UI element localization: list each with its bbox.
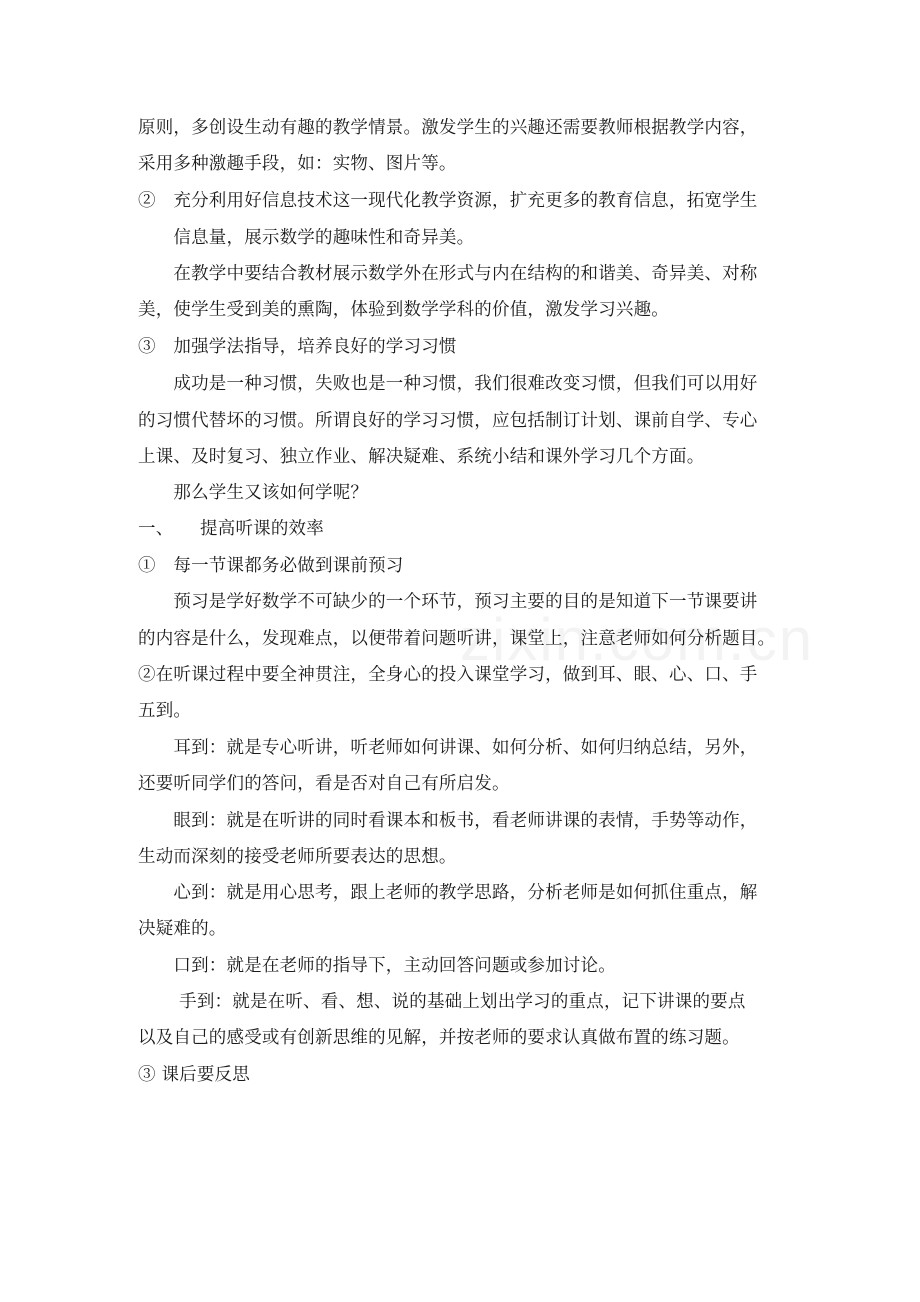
text-line: ② 充分利用好信息技术这一现代化教学资源，扩充更多的教育信息，拓宽学生 xyxy=(138,191,758,211)
text-line: 手到：就是在听、看、想、说的基础上划出学习的重点，记下讲课的要点 xyxy=(138,992,746,1012)
text-line: ③ 课后要反思 xyxy=(138,1065,250,1085)
text-line: 成功是一种习惯，失败也是一种习惯，我们很难改变习惯，但我们可以用好 xyxy=(138,374,758,394)
text-line: 的习惯代替坏的习惯。所谓良好的学习习惯，应包括制订计划、课前自学、专心 xyxy=(138,411,758,431)
text-line: 一、 提高听课的效率 xyxy=(138,519,324,539)
watermark xyxy=(460,605,814,674)
text-line: 信息量，展示数学的趣味性和奇异美。 xyxy=(138,228,475,248)
text-line: ②在听课过程中要全神贯注，全身心的投入课堂学习，做到耳、眼、心、口、手 xyxy=(138,665,758,685)
text-line: 眼到：就是在听讲的同时看课本和板书，看老师讲课的表情，手势等动作， xyxy=(138,811,758,831)
text-line: 的内容是什么，发现难点，以便带着问题听讲，课堂上，注意老师如何分析题目。 xyxy=(138,629,776,649)
text-line: 耳到：就是专心听讲，听老师如何讲课、如何分析、如何归纳总结，另外， xyxy=(138,738,758,758)
text-line: 口到：就是在老师的指导下，主动回答问题或参加讨论。 xyxy=(138,956,616,976)
text-line: 还要听同学们的答问，看是否对自己有所启发。 xyxy=(138,774,510,794)
text-line: 决疑难的。 xyxy=(138,919,227,939)
text-line: 上课、及时复习、独立作业、解决疑难、系统小结和课外学习几个方面。 xyxy=(138,447,705,467)
text-line: 心到：就是用心思考，跟上老师的教学思路，分析老师是如何抓住重点，解 xyxy=(138,883,758,903)
text-line: 采用多种激趣手段，如：实物、图片等。 xyxy=(138,154,457,174)
text-line: ① 每一节课都务必做到课前预习 xyxy=(138,556,404,576)
text-line: 美，使学生受到美的熏陶，体验到数学学科的价值，激发学习兴趣。 xyxy=(138,300,669,320)
text-line: 原则，多创设生动有趣的教学情景。激发学生的兴趣还需要教师根据教学内容， xyxy=(138,118,758,138)
text-line: 以及自己的感受或有创新思维的见解，并按老师的要求认真做布置的练习题。 xyxy=(138,1028,740,1048)
text-line: 生动而深刻的接受老师所要表达的思想。 xyxy=(138,847,457,867)
text-line: 五到。 xyxy=(138,701,192,721)
text-line: ③ 加强学法指导，培养良好的学习习惯 xyxy=(138,337,457,357)
text-line: 预习是学好数学不可缺少的一个环节，预习主要的目的是知道下一节课要讲 xyxy=(138,592,758,612)
text-line: 那么学生又该如何学呢？ xyxy=(138,483,369,503)
text-line: 在教学中要结合教材展示数学外在形式与内在结构的和谐美、奇异美、对称 xyxy=(138,264,758,284)
